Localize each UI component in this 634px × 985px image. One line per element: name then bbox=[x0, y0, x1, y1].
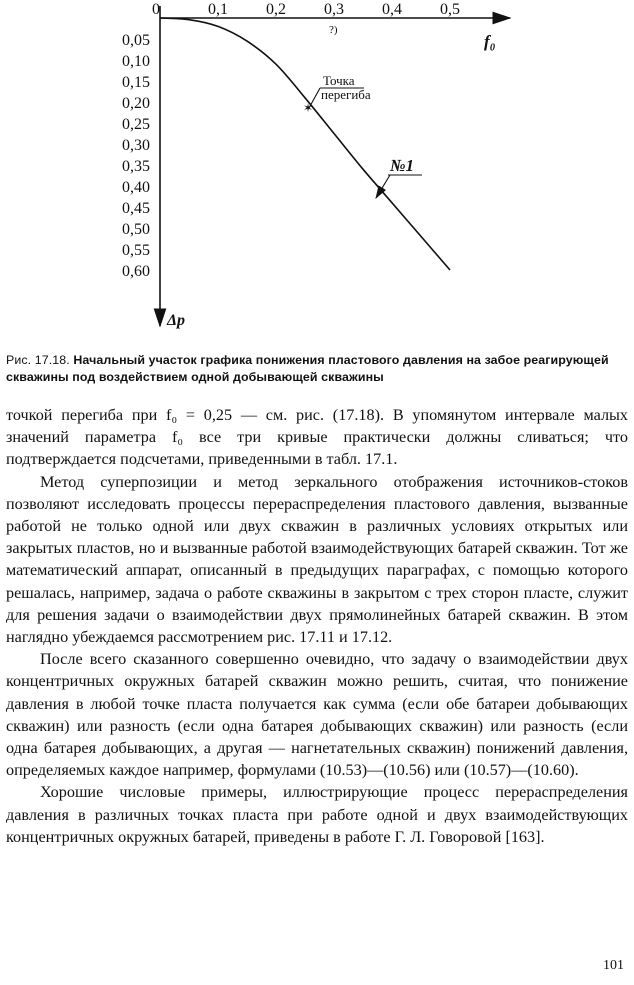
x-tick-label: 0,1 bbox=[208, 1, 228, 18]
y-tick-label: 0,55 bbox=[122, 242, 150, 259]
inflection-label-1: Точка bbox=[323, 73, 355, 88]
y-axis-label: Δp bbox=[167, 312, 186, 329]
x-tick-label: 0 bbox=[152, 1, 160, 18]
y-tick-label: 0,60 bbox=[122, 263, 150, 280]
y-tick-label: 0,25 bbox=[122, 116, 150, 133]
figure-caption bbox=[6, 352, 628, 386]
x-tick-label: 0,2 bbox=[266, 1, 286, 18]
caption-label: Рис. 17.18. bbox=[6, 353, 70, 367]
y-tick-label: 0,05 bbox=[122, 32, 150, 49]
y-tick-label: 0,50 bbox=[122, 221, 150, 238]
y-tick-label: 0,10 bbox=[122, 53, 150, 70]
caption-text: Начальный участок графика понижения пластового давления на забое реагирующей скважины под воздействием одной добывающей скважины bbox=[6, 353, 609, 384]
y-tick-label: 0,35 bbox=[122, 158, 150, 175]
paragraph: Метод суперпозиции и метод зеркального отображения источников-стоков позволяют исследовать процессы перераспределения пластового давления, вызванные работой не только одной или двух скважин в различных условиях открытых или закрытых пластов, но и вызванные работой взаимодействующих батарей скважин. Тот же математический аппарат, описанный в предыдущих параграфах, с помощью которого решалась, например, задача о работе скважины в закрытом с трех сторон пласте, служит для решения задачи о взаимодействии двух прямолинейных батарей скважин. В этом наглядно убеждаемся рассмотрением рис. 17.11 и 17.12. bbox=[6, 472, 628, 647]
x-axis-label: f₀ bbox=[484, 32, 496, 51]
y-tick-label: 0,15 bbox=[122, 74, 150, 91]
paragraph: Хорошие числовые примеры, иллюстрирующие процесс перераспределения давления в различных точках пласта при работе одной и двух взаимодействующих концентричных окружных батарей, приведены в работе Г. Л. Говоровой [163]. bbox=[6, 783, 628, 846]
y-tick-label: 0,30 bbox=[122, 137, 150, 154]
y-tick-label: 0,45 bbox=[122, 200, 150, 217]
y-tick-label: 0,20 bbox=[122, 95, 150, 112]
series-label: №1 bbox=[390, 156, 415, 175]
y-tick-label: 0,40 bbox=[122, 179, 150, 196]
paragraph: После всего сказанного совершенно очевидно, что задачу о взаимодействии двух концентричных окружных батарей скважин можно решить, считая, что понижение давления в любой точке пласта получается как сумма (если обе батареи добывающих скважин) или разность (если одна батарея добывающих скважин) или разность (если одна батарея добывающих, а другая — нагнетательных скважин) понижений давления, определяемых каждое например, формулами (10.53)—(10.56) или (10.57)—(10.60). bbox=[6, 650, 628, 780]
series-line-1 bbox=[160, 18, 450, 270]
x-tick-label: 0,3 bbox=[324, 1, 344, 18]
x-tick-label: 0,4 bbox=[382, 1, 402, 18]
x-tick-label: 0,5 bbox=[440, 1, 460, 18]
pressure-drop-chart bbox=[0, 0, 634, 345]
paragraph: точкой перегиба при f₀ = 0,25 — см. рис. (17.18). В упомянутом интервале малых значений параметра f₀ все три кривые практически должны сливаться; что подтверждается подсчетами, приведенными в табл. 17.1. bbox=[6, 406, 628, 469]
inflection-star: ✶ bbox=[303, 101, 314, 115]
stray-mark: ?) bbox=[329, 24, 338, 36]
body-text bbox=[6, 404, 628, 848]
inflection-label-2: перегиба bbox=[321, 87, 371, 102]
page-number: 101 bbox=[603, 958, 624, 973]
